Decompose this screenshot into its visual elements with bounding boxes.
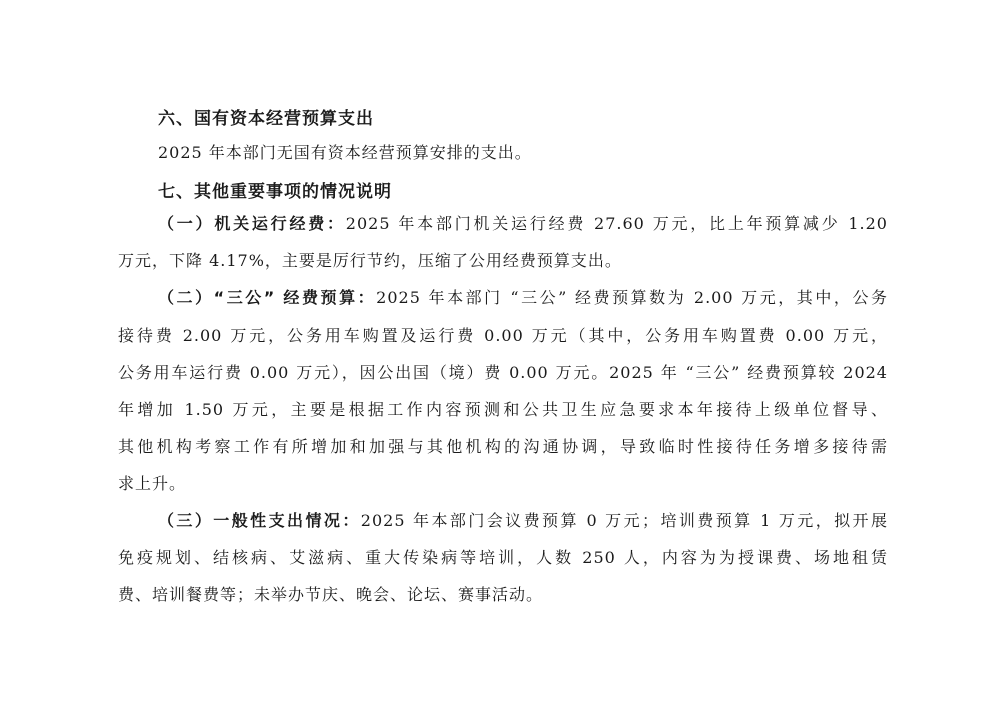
item-1-line-2: 万元，下降 4.17%，主要是厉行节约，压缩了公用经费预算支出。 <box>118 251 622 270</box>
item-3-line-3: 费、培训餐费等；未举办节庆、晚会、论坛、赛事活动。 <box>118 585 544 604</box>
item-2-line-4: 年增加 1.50 万元，主要是根据工作内容预测和公共卫生应急要求本年接待上级单位督导、 <box>118 400 888 419</box>
item-2-text: 2025 年本部门 “三公” 经费预算数为 2.00 万元，其中，公务 <box>376 288 888 307</box>
item-2-line-1 <box>158 288 888 308</box>
section-6-body: 2025 年本部门无国有资本经营预算安排的支出。 <box>158 143 532 162</box>
item-2-line-6: 求上升。 <box>118 474 187 493</box>
section-7-heading: 七、其他重要事项的情况说明 <box>158 182 392 202</box>
item-3-label: （三）一般性支出情况： <box>158 511 361 530</box>
item-2-line-5: 其他机构考察工作有所增加和加强与其他机构的沟通协调，导致临时性接待任务增多接待需 <box>118 437 888 456</box>
item-3-line-2: 免疫规划、结核病、艾滋病、重大传染病等培训，人数 250 人，内容为为授课费、场地租赁 <box>118 548 888 567</box>
item-1-text: 2025 年本部门机关运行经费 27.60 万元，比上年预算减少 1.20 <box>345 214 888 233</box>
item-3-text: 2025 年本部门会议费预算 0 万元；培训费预算 1 万元，拟开展 <box>360 511 888 530</box>
item-2-line-3: 公务用车运行费 0.00 万元），因公出国（境）费 0.00 万元。2025 年 “三公” 经费预算较 2024 <box>118 363 888 382</box>
item-2-label: （二）“三公” 经费预算： <box>158 288 377 307</box>
item-1-line-1 <box>158 214 888 234</box>
section-6-heading: 六、国有资本经营预算支出 <box>158 109 374 129</box>
item-2-line-2: 接待费 2.00 万元，公务用车购置及运行费 0.00 万元（其中，公务用车购置费 0.00 万元， <box>118 326 888 345</box>
item-3-line-1 <box>158 511 888 531</box>
item-1-label: （一）机关运行经费： <box>158 214 346 233</box>
